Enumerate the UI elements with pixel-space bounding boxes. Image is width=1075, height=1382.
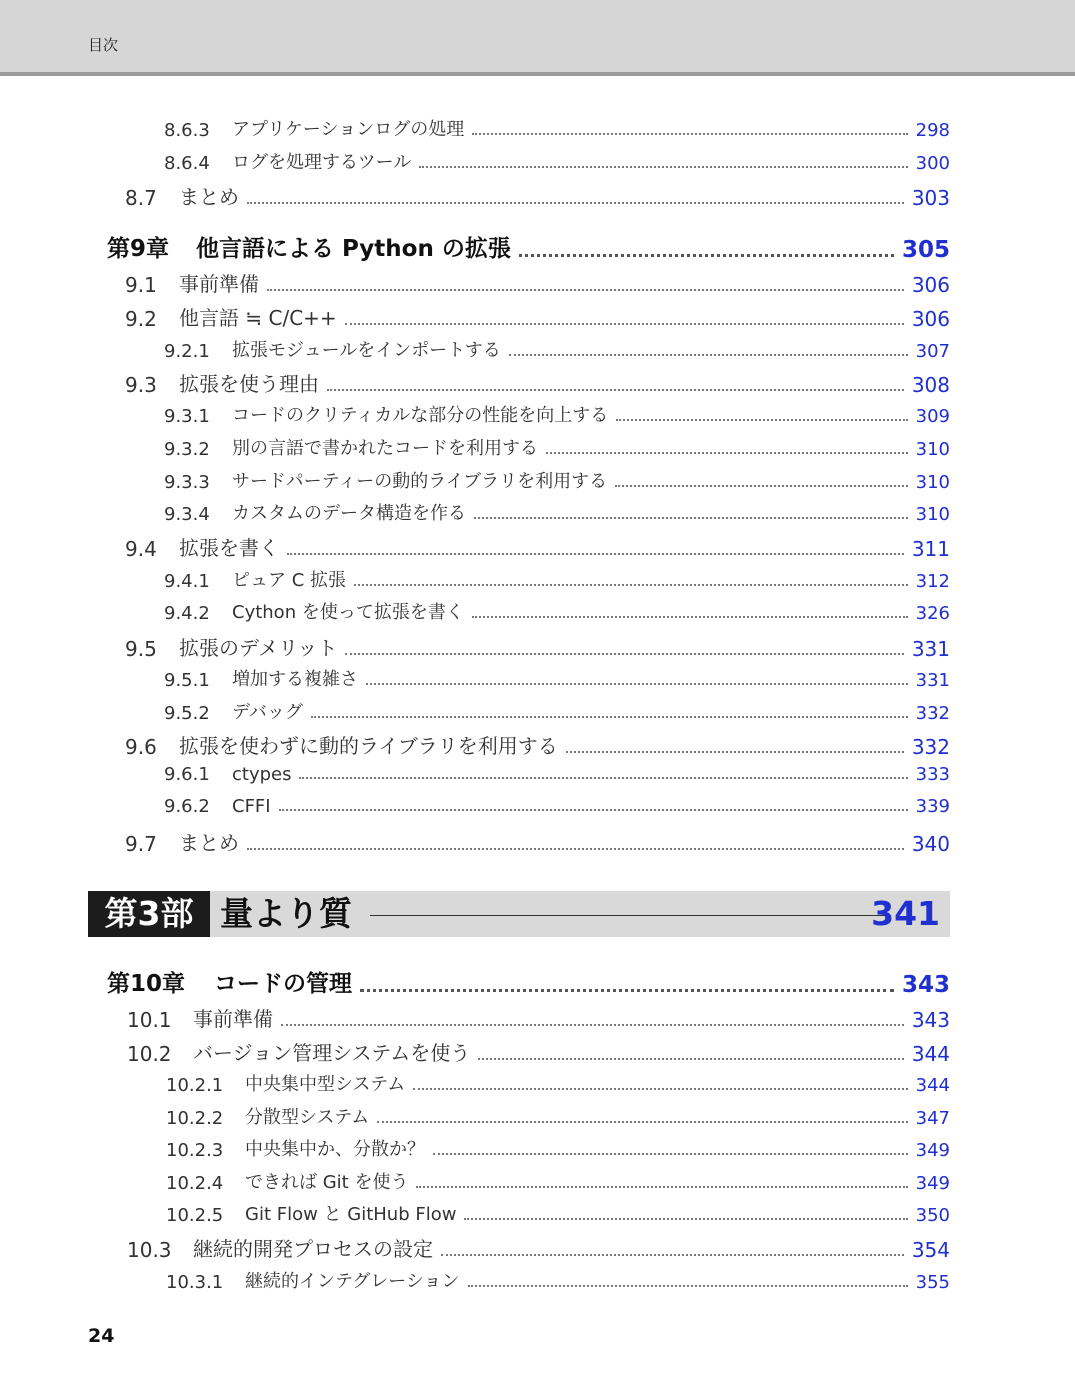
part-rule xyxy=(370,915,885,916)
entry-number: 9.1 xyxy=(125,273,157,297)
leader-dots xyxy=(566,751,904,753)
entry-number: 9.5.2 xyxy=(164,703,210,724)
entry-title: 増加する複雑さ xyxy=(232,669,358,690)
entry-number: 9.7 xyxy=(125,832,157,856)
entry-page[interactable]: 331 xyxy=(911,637,950,661)
entry-title: コードのクリティカルな部分の性能を向上する xyxy=(232,405,609,426)
entry-page[interactable]: 307 xyxy=(915,341,950,362)
toc-entry[interactable] xyxy=(0,632,950,661)
toc-entry[interactable] xyxy=(0,336,950,362)
leader-dots xyxy=(464,1218,907,1220)
leader-dots xyxy=(472,133,907,135)
entry-title: できれば Git を使う xyxy=(245,1172,409,1193)
entry-number: 9.2.1 xyxy=(164,341,210,362)
toc-entry[interactable] xyxy=(0,401,950,427)
toc-entry[interactable] xyxy=(0,1103,950,1129)
toc-entry[interactable] xyxy=(0,730,950,759)
leader-dots xyxy=(267,289,904,291)
entry-page[interactable]: 312 xyxy=(915,571,950,592)
entry-page[interactable]: 303 xyxy=(911,186,950,210)
entry-page[interactable]: 349 xyxy=(915,1173,950,1194)
leader-dots xyxy=(281,1024,904,1026)
entry-page[interactable]: 309 xyxy=(915,406,950,427)
page-number: 24 xyxy=(88,1325,115,1347)
entry-title: デバッグ xyxy=(232,702,303,723)
leader-dots xyxy=(433,1153,908,1155)
header-rule xyxy=(0,72,1075,76)
leader-dots xyxy=(345,653,903,655)
entry-number: 10.1 xyxy=(127,1008,172,1032)
part-label: 第3部 xyxy=(88,891,210,937)
leader-dots xyxy=(354,584,908,586)
entry-number: 10.2.1 xyxy=(166,1075,224,1096)
toc-entry[interactable] xyxy=(0,764,950,785)
toc-entry[interactable] xyxy=(0,1233,950,1262)
entry-number: 9.5 xyxy=(125,637,157,661)
header-title: 目次 xyxy=(88,36,119,54)
toc-entry[interactable] xyxy=(0,827,950,856)
leader-dots xyxy=(519,254,894,257)
entry-title: 拡張を使わずに動的ライブラリを利用する xyxy=(179,734,558,758)
entry-page[interactable]: 339 xyxy=(915,796,950,817)
toc-entry[interactable] xyxy=(0,532,950,561)
entry-number: 10.2.4 xyxy=(166,1173,224,1194)
part-page[interactable]: 341 xyxy=(871,894,940,933)
entry-page[interactable]: 331 xyxy=(915,670,950,691)
entry-number: 9.2 xyxy=(125,307,157,331)
toc-entry[interactable] xyxy=(0,115,950,141)
entry-page[interactable]: 311 xyxy=(911,537,950,561)
toc-entry[interactable] xyxy=(0,181,950,210)
entry-page[interactable]: 332 xyxy=(915,703,950,724)
leader-dots xyxy=(366,683,908,685)
toc-entry[interactable] xyxy=(0,1070,950,1096)
leader-dots xyxy=(279,809,908,811)
entry-number: 9.3.2 xyxy=(164,439,210,460)
entry-number: 9.5.1 xyxy=(164,670,210,691)
leader-dots xyxy=(472,616,908,618)
entry-page[interactable]: 333 xyxy=(915,764,950,785)
leader-dots xyxy=(311,716,908,718)
entry-title: Cython を使って拡張を書く xyxy=(232,602,464,623)
entry-number: 9.6.1 xyxy=(164,764,210,785)
entry-number: 8.6.4 xyxy=(164,153,210,174)
toc-entry[interactable] xyxy=(0,268,950,297)
entry-title: Git Flow と GitHub Flow xyxy=(245,1204,457,1225)
toc-entry[interactable] xyxy=(0,148,950,174)
leader-dots xyxy=(327,389,904,391)
leader-dots xyxy=(247,848,904,850)
chapter-title: コードの管理 xyxy=(214,971,352,997)
entry-number: 9.6.2 xyxy=(164,796,210,817)
entry-title: バージョン管理システムを使う xyxy=(193,1041,471,1065)
leader-dots xyxy=(615,485,908,487)
entry-page[interactable]: 340 xyxy=(911,832,950,856)
leader-dots xyxy=(546,452,908,454)
entry-title: 中央集中型システム xyxy=(245,1074,406,1095)
entry-title: ログを処理するツール xyxy=(232,152,412,173)
entry-number: 10.3 xyxy=(127,1238,172,1262)
entry-title: カスタムのデータ構造を作る xyxy=(232,503,466,524)
entry-number: 10.3.1 xyxy=(166,1272,224,1293)
entry-number: 8.6.3 xyxy=(164,120,210,141)
part-title: 量より質 xyxy=(220,894,352,933)
leader-dots xyxy=(299,777,907,779)
chapter-page[interactable]: 305 xyxy=(901,237,950,263)
toc-entry[interactable] xyxy=(0,1037,950,1066)
toc-entry[interactable] xyxy=(0,698,950,724)
entry-page[interactable]: 344 xyxy=(911,1042,950,1066)
entry-number: 10.2.2 xyxy=(166,1108,224,1129)
entry-page[interactable]: 298 xyxy=(915,120,950,141)
entry-page[interactable]: 344 xyxy=(915,1075,950,1096)
chapter-title: 他言語による Python の拡張 xyxy=(196,236,511,262)
entry-page[interactable]: 300 xyxy=(915,153,950,174)
entry-page[interactable]: 343 xyxy=(911,1008,950,1032)
entry-title: アプリケーションログの処理 xyxy=(232,119,465,140)
entry-number: 9.3.3 xyxy=(164,472,210,493)
entry-page[interactable]: 306 xyxy=(911,307,950,331)
leader-dots xyxy=(377,1121,907,1123)
entry-title: 別の言語で書かれたコードを利用する xyxy=(232,438,538,459)
toc-entry[interactable] xyxy=(0,1168,950,1194)
toc-entry[interactable] xyxy=(0,302,950,331)
entry-title: 中央集中か、分散か？ xyxy=(245,1139,425,1160)
entry-number: 10.2 xyxy=(127,1042,172,1066)
leader-dots xyxy=(247,202,904,204)
entry-page[interactable]: 354 xyxy=(911,1238,950,1262)
entry-number: 8.7 xyxy=(125,186,157,210)
entry-title: 事前準備 xyxy=(179,272,259,296)
toc-entry[interactable] xyxy=(0,566,950,592)
toc-entry[interactable] xyxy=(0,665,950,691)
entry-number: 10.2.5 xyxy=(166,1205,224,1226)
leader-dots xyxy=(416,1186,907,1188)
entry-title: 分散型システム xyxy=(245,1107,370,1128)
part-banner[interactable] xyxy=(88,891,950,937)
leader-dots xyxy=(419,166,907,168)
leader-dots xyxy=(509,354,908,356)
running-header xyxy=(0,0,1075,72)
entry-number: 9.4.1 xyxy=(164,571,210,592)
toc-entry[interactable] xyxy=(0,368,950,397)
entry-title: 拡張を使う理由 xyxy=(179,372,319,396)
entry-title: 拡張のデメリット xyxy=(179,636,338,660)
entry-title: 継続的開発プロセスの設定 xyxy=(193,1237,433,1261)
entry-number: 9.4 xyxy=(125,537,157,561)
entry-number: 9.3.1 xyxy=(164,406,210,427)
toc-entry[interactable] xyxy=(0,796,950,817)
toc-entry[interactable] xyxy=(0,598,950,624)
leader-dots xyxy=(478,1058,904,1060)
entry-page[interactable]: 310 xyxy=(915,504,950,525)
entry-number: 9.4.2 xyxy=(164,603,210,624)
entry-page[interactable]: 306 xyxy=(911,273,950,297)
leader-dots xyxy=(474,517,908,519)
toc-entry[interactable] xyxy=(0,1135,950,1161)
chapter-page[interactable]: 343 xyxy=(901,972,950,998)
entry-page[interactable]: 350 xyxy=(915,1205,950,1226)
entry-page[interactable]: 310 xyxy=(915,472,950,493)
entry-title: 他言語 ≒ C/C++ xyxy=(179,306,337,330)
leader-dots xyxy=(287,553,904,555)
entry-title: まとめ xyxy=(179,831,239,855)
leader-dots xyxy=(345,323,904,325)
toc-entry[interactable] xyxy=(0,1267,950,1293)
toc-entry[interactable] xyxy=(0,467,950,493)
entry-title: サードパーティーの動的ライブラリを利用する xyxy=(232,471,608,492)
entry-title: 事前準備 xyxy=(193,1007,273,1031)
toc-entry[interactable] xyxy=(0,1003,950,1032)
entry-number: 9.6 xyxy=(125,735,157,759)
chapter-number: 第10章 xyxy=(107,971,186,997)
entry-number: 9.3.4 xyxy=(164,504,210,525)
leader-dots xyxy=(468,1285,908,1287)
entry-title: ctypes xyxy=(232,764,292,785)
entry-page[interactable]: 332 xyxy=(911,735,950,759)
entry-title: CFFI xyxy=(232,796,271,817)
entry-page[interactable]: 310 xyxy=(915,439,950,460)
chapter-heading[interactable] xyxy=(0,230,950,263)
toc-entry[interactable] xyxy=(0,1200,950,1226)
chapter-number: 第9章 xyxy=(107,236,170,262)
entry-page[interactable]: 349 xyxy=(915,1140,950,1161)
chapter-heading[interactable] xyxy=(0,965,950,998)
toc-entry[interactable] xyxy=(0,434,950,460)
leader-dots xyxy=(413,1088,907,1090)
entry-number: 9.3 xyxy=(125,373,157,397)
entry-title: 拡張を書く xyxy=(179,536,279,560)
entry-page[interactable]: 355 xyxy=(915,1272,950,1293)
entry-title: ピュア C 拡張 xyxy=(232,570,347,591)
entry-title: 拡張モジュールをインポートする xyxy=(232,340,501,361)
leader-dots xyxy=(360,989,894,992)
entry-title: 継続的インテグレーション xyxy=(245,1271,460,1292)
entry-title: まとめ xyxy=(179,185,239,209)
leader-dots xyxy=(616,419,907,421)
leader-dots xyxy=(441,1254,904,1256)
entry-page[interactable]: 326 xyxy=(915,603,950,624)
entry-number: 10.2.3 xyxy=(166,1140,224,1161)
entry-page[interactable]: 308 xyxy=(911,373,950,397)
toc-entry[interactable] xyxy=(0,499,950,525)
entry-page[interactable]: 347 xyxy=(915,1108,950,1129)
